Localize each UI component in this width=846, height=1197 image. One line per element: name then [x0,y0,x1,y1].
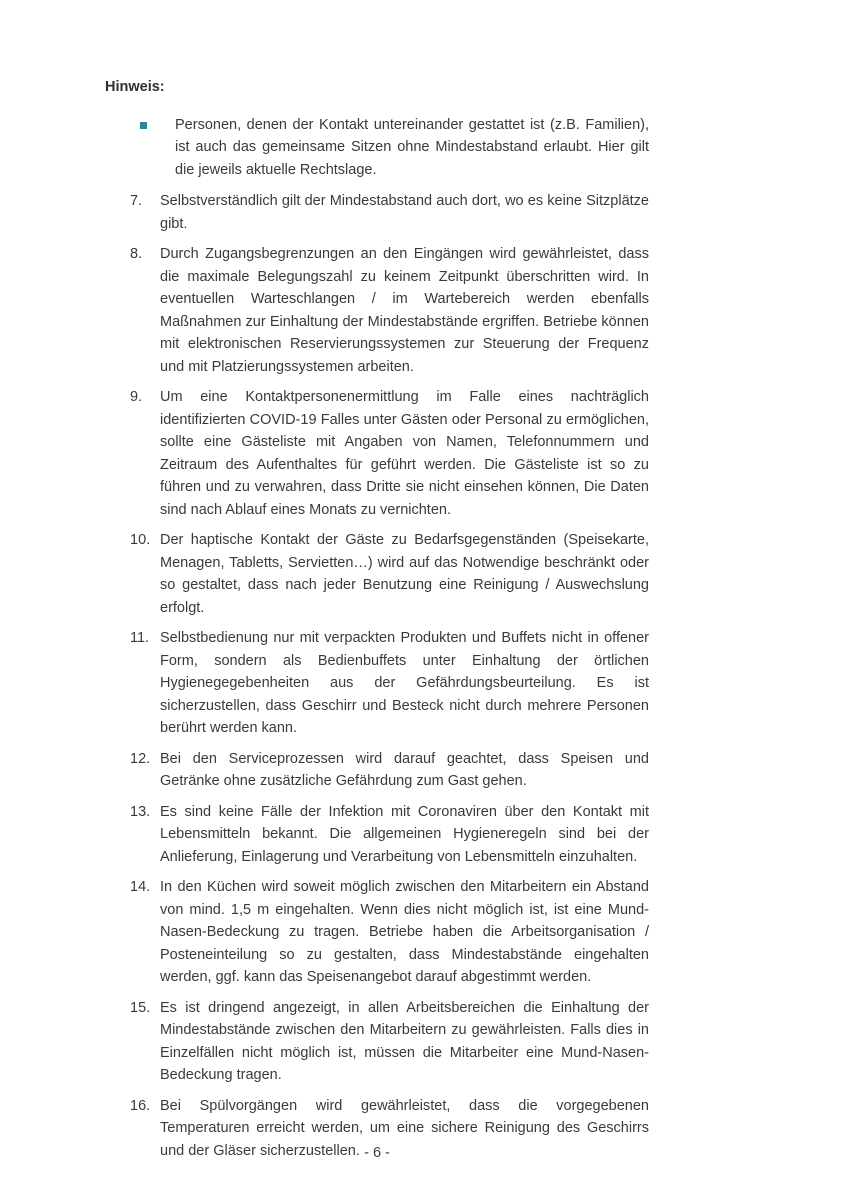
item-text: Selbstbedienung nur mit verpackten Produkten und Buffets nicht in offener Form, sondern als Bedienbuffets unter Einhaltung der örtlichen Hygienegegebenheiten aus der Gefährdungsbeurteilung. Es ist sicherzustellen, dass Geschirr und Besteck nicht durch mehrere Personen berührt werden kann. [160,630,649,736]
list-item-13 [130,801,649,869]
section-heading: Hinweis: [105,79,165,95]
bullet-list-item [140,114,649,182]
item-text: Bei Spülvorgängen wird gewährleistet, dass die vorgegebenen Temperaturen erreicht werden, um eine sichere Reinigung des Geschirrs und der Gläser sicherzustellen. [160,1097,649,1159]
item-text: Um eine Kontaktpersonenermittlung im Falle eines nachträglich identifizierten COVID-19 Falles unter Gästen oder Personal zu ermöglichen, sollte eine Gästeliste mit Angaben von Namen, Telefonnummern und Zeitraum des Aufenthaltes für geführt werden. Die Gästeliste ist so zu führen und zu verwahren, dass Dritte sie nicht einsehen können, Die Daten sind nach Ablauf eines Monats zu vernichten. [160,389,649,518]
numbered-list [105,190,649,1162]
item-text: Es sind keine Fälle der Infektion mit Coronaviren über den Kontakt mit Lebensmitteln bekannt. Die allgemeinen Hygieneregeln sind bei der Anlieferung, Einlagerung und Verarbeitung von Lebensmitteln einzuhalten. [160,803,649,865]
bullet-item-text: Personen, denen der Kontakt untereinander gestattet ist (z.B. Familien), ist auch das gemeinsame Sitzen ohne Mindestabstand erlaubt. Hier gilt die jeweils aktuelle Rechtslage. [175,116,649,178]
item-text: Selbstverständlich gilt der Mindestabstand auch dort, wo es keine Sitzplätze gibt. [160,193,649,232]
item-text: In den Küchen wird soweit möglich zwischen den Mitarbeitern ein Abstand von mind. 1,5 m eingehalten. Wenn dies nicht möglich ist, ist eine Mund-Nasen-Bedeckung zu tragen. Betriebe haben die Arbeitsorganisation / Posteneinteilung so zu gestalten, dass Mindestabstände eingehalten werden, ggf. kann das Speisenangebot darauf abgestimmt werden. [160,879,649,985]
item-number: 7. [130,193,143,209]
item-number: 12. [130,750,151,767]
item-text: Durch Zugangsbegrenzungen an den Eingängen wird gewährleistet, dass die maximale Belegungszahl zu keinem Zeitpunkt überschritten wird. In eventuellen Warteschlangen / im Wartebereich werden ebenfalls Maßnahmen zur Einhaltung der Mindestabstände ergriffen. Betriebe können mit elektronischen Reservierungssystemen zur Steuerung der Frequenz und mit Platzierungssystemen arbeiten. [160,246,649,375]
list-item-7 [130,190,649,235]
item-number: 9. [130,389,143,405]
list-item-12 [130,748,649,793]
item-number: 16. [130,1097,151,1114]
list-item-15 [130,997,649,1087]
list-item-11 [130,627,649,740]
list-item-10 [130,529,649,619]
item-number: 8. [130,246,143,262]
item-number: 14. [130,879,151,895]
bullet-list [105,114,649,182]
page-content [105,76,649,1170]
item-number: 13. [130,803,151,820]
square-bullet-icon [140,122,147,129]
page-number-footer: - 6 - [364,1145,390,1161]
list-item-9 [130,386,649,521]
item-text: Es ist dringend angezeigt, in allen Arbeitsbereichen die Einhaltung der Mindestabstände zwischen den Mitarbeitern zu gewährleisten. Falls dies in Einzelfällen nicht möglich ist, müssen die Mitarbeiter eine Mund-Nasen-Bedeckung tragen. [160,999,649,1083]
item-text: Bei den Serviceprozessen wird darauf geachtet, dass Speisen und Getränke ohne zusätzliche Gefährdung zum Gast gehen. [160,750,649,789]
item-number: 15. [130,999,151,1016]
list-item-14 [130,876,649,989]
item-number: 11. [130,630,150,646]
list-item-8 [130,243,649,378]
item-number: 10. [130,532,151,548]
item-text: Der haptische Kontakt der Gäste zu Bedarfsgegenständen (Speisekarte, Menagen, Tabletts, Servietten…) wird auf das Notwendige beschränkt oder so gestaltet, dass nach jeder Benutzung eine Reinigung / Auswechslung erfolgt. [160,532,649,616]
